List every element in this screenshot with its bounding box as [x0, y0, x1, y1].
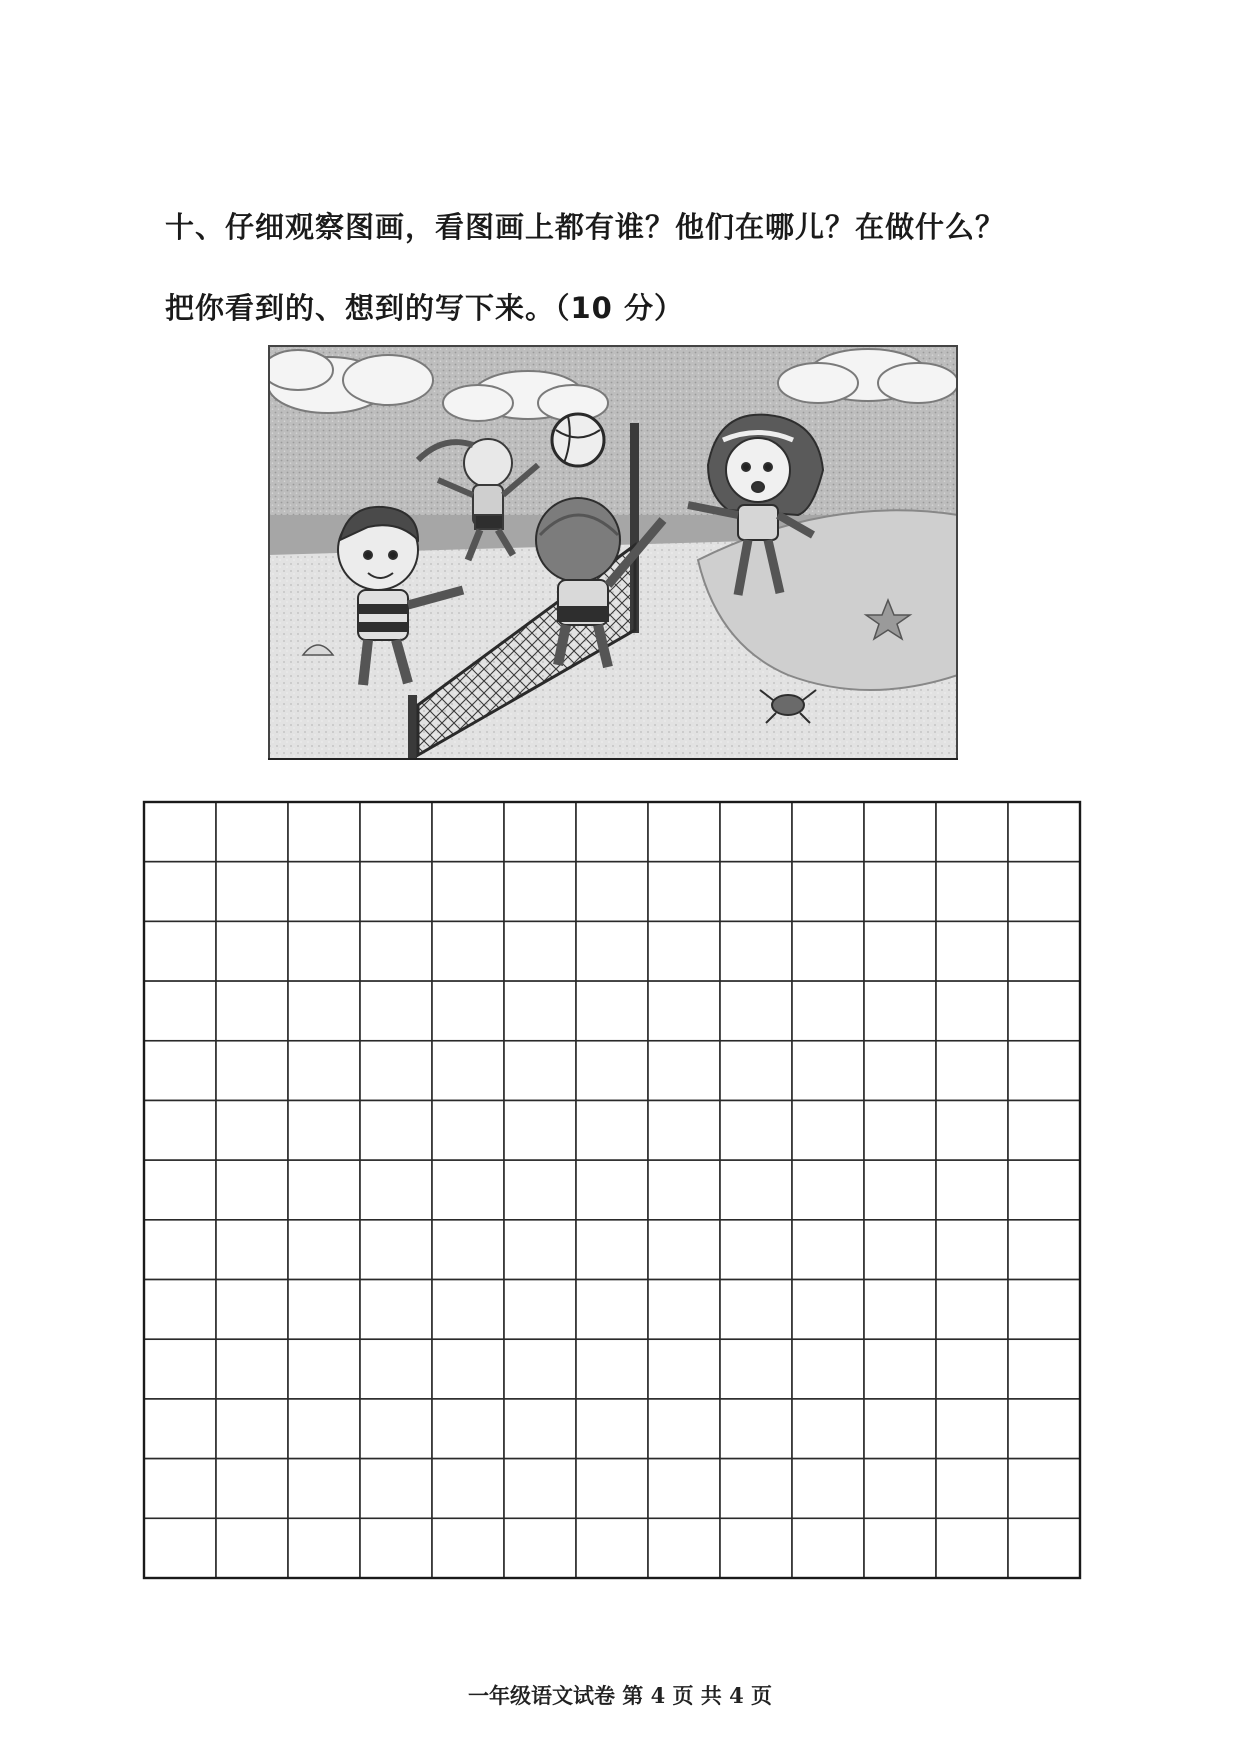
- grid-cell[interactable]: [144, 1399, 216, 1459]
- grid-cell[interactable]: [216, 1280, 288, 1340]
- grid-cell[interactable]: [576, 921, 648, 981]
- grid-cell[interactable]: [432, 1280, 504, 1340]
- grid-cell[interactable]: [432, 1399, 504, 1459]
- beach-volleyball-illustration: [268, 345, 958, 760]
- grid-cell[interactable]: [360, 1280, 432, 1340]
- grid-cell[interactable]: [360, 981, 432, 1041]
- grid-cell[interactable]: [792, 1518, 864, 1578]
- grid-cell[interactable]: [720, 1399, 792, 1459]
- grid-cell[interactable]: [864, 1399, 936, 1459]
- grid-cell[interactable]: [576, 862, 648, 922]
- grid-cell[interactable]: [720, 1160, 792, 1220]
- grid-cell[interactable]: [576, 802, 648, 862]
- grid-cell[interactable]: [144, 981, 216, 1041]
- grid-cell[interactable]: [576, 1459, 648, 1519]
- grid-cell[interactable]: [648, 921, 720, 981]
- grid-cell[interactable]: [720, 921, 792, 981]
- grid-cell[interactable]: [288, 1220, 360, 1280]
- grid-cell[interactable]: [504, 1339, 576, 1399]
- grid-cell[interactable]: [792, 921, 864, 981]
- grid-cell[interactable]: [720, 802, 792, 862]
- writing-grid[interactable]: [142, 800, 1082, 1580]
- grid-cell[interactable]: [864, 802, 936, 862]
- grid-cell[interactable]: [1008, 1220, 1080, 1280]
- grid-cell[interactable]: [360, 921, 432, 981]
- grid-cell[interactable]: [936, 802, 1008, 862]
- grid-cell[interactable]: [1008, 1041, 1080, 1101]
- grid-cell[interactable]: [360, 862, 432, 922]
- grid-cell[interactable]: [432, 1518, 504, 1578]
- grid-cell[interactable]: [288, 1339, 360, 1399]
- grid-cell[interactable]: [144, 802, 216, 862]
- net-post-front: [408, 695, 417, 760]
- grid-cell[interactable]: [792, 1339, 864, 1399]
- grid-cell[interactable]: [792, 1041, 864, 1101]
- grid-cell[interactable]: [576, 1220, 648, 1280]
- grid-cell[interactable]: [504, 862, 576, 922]
- grid-cell[interactable]: [936, 981, 1008, 1041]
- grid-cell[interactable]: [648, 1280, 720, 1340]
- grid-cell[interactable]: [432, 1100, 504, 1160]
- grid-cell[interactable]: [504, 1041, 576, 1101]
- grid-cell[interactable]: [144, 1339, 216, 1399]
- grid-cell[interactable]: [648, 1160, 720, 1220]
- grid-cell[interactable]: [216, 1160, 288, 1220]
- grid-cell[interactable]: [864, 862, 936, 922]
- grid-cell[interactable]: [936, 1518, 1008, 1578]
- grid-cell[interactable]: [216, 1100, 288, 1160]
- grid-cell[interactable]: [792, 862, 864, 922]
- grid-cell[interactable]: [1008, 1339, 1080, 1399]
- grid-cell[interactable]: [432, 862, 504, 922]
- grid-cell[interactable]: [144, 1518, 216, 1578]
- grid-cell[interactable]: [936, 1399, 1008, 1459]
- grid-cell[interactable]: [792, 802, 864, 862]
- grid-cell[interactable]: [648, 981, 720, 1041]
- grid-cell[interactable]: [288, 1518, 360, 1578]
- grid-cell[interactable]: [576, 1280, 648, 1340]
- grid-cell[interactable]: [864, 1339, 936, 1399]
- grid-cell[interactable]: [792, 1459, 864, 1519]
- grid-cell[interactable]: [288, 1399, 360, 1459]
- grid-cell[interactable]: [648, 1041, 720, 1101]
- grid-cell[interactable]: [216, 921, 288, 981]
- grid-cell[interactable]: [504, 1100, 576, 1160]
- grid-cell[interactable]: [576, 1160, 648, 1220]
- grid-cell[interactable]: [576, 1100, 648, 1160]
- grid-cell[interactable]: [648, 1100, 720, 1160]
- grid-cell[interactable]: [936, 1160, 1008, 1220]
- grid-cell[interactable]: [864, 1280, 936, 1340]
- grid-cell[interactable]: [936, 1220, 1008, 1280]
- grid-cell[interactable]: [504, 1220, 576, 1280]
- grid-cell[interactable]: [792, 981, 864, 1041]
- grid-cell[interactable]: [576, 1041, 648, 1101]
- grid-cell[interactable]: [360, 1220, 432, 1280]
- grid-cell[interactable]: [864, 981, 936, 1041]
- grid-cell[interactable]: [792, 1399, 864, 1459]
- grid-cell[interactable]: [648, 1459, 720, 1519]
- grid-cell[interactable]: [936, 862, 1008, 922]
- grid-cell[interactable]: [720, 1220, 792, 1280]
- grid-cell[interactable]: [936, 1339, 1008, 1399]
- grid-cell[interactable]: [1008, 862, 1080, 922]
- grid-cell[interactable]: [1008, 1399, 1080, 1459]
- grid-cell[interactable]: [216, 981, 288, 1041]
- grid-cell[interactable]: [360, 1399, 432, 1459]
- grid-cell[interactable]: [648, 802, 720, 862]
- grid-cell[interactable]: [360, 1459, 432, 1519]
- grid-cell[interactable]: [792, 1220, 864, 1280]
- grid-cell[interactable]: [720, 981, 792, 1041]
- grid-cell[interactable]: [216, 1220, 288, 1280]
- grid-cell[interactable]: [432, 1339, 504, 1399]
- grid-cell[interactable]: [288, 1459, 360, 1519]
- grid-cell[interactable]: [1008, 1459, 1080, 1519]
- grid-cell[interactable]: [144, 1100, 216, 1160]
- grid-cell[interactable]: [360, 1100, 432, 1160]
- grid-cell[interactable]: [576, 1339, 648, 1399]
- grid-cell[interactable]: [360, 1518, 432, 1578]
- grid-cell[interactable]: [288, 802, 360, 862]
- grid-cell[interactable]: [432, 1041, 504, 1101]
- grid-cell[interactable]: [936, 921, 1008, 981]
- grid-cell[interactable]: [576, 981, 648, 1041]
- grid-cell[interactable]: [288, 981, 360, 1041]
- grid-cell[interactable]: [720, 1280, 792, 1340]
- grid-cell[interactable]: [288, 1041, 360, 1101]
- grid-cell[interactable]: [720, 1518, 792, 1578]
- grid-cell[interactable]: [360, 1339, 432, 1399]
- grid-cell[interactable]: [288, 1160, 360, 1220]
- grid-cell[interactable]: [504, 1160, 576, 1220]
- grid-cell[interactable]: [432, 1160, 504, 1220]
- grid-cell[interactable]: [216, 1041, 288, 1101]
- grid-cell[interactable]: [144, 1220, 216, 1280]
- grid-cell[interactable]: [504, 1459, 576, 1519]
- grid-cell[interactable]: [432, 1220, 504, 1280]
- grid-cell[interactable]: [936, 1280, 1008, 1340]
- grid-cell[interactable]: [288, 1280, 360, 1340]
- question-prompt-line-2: 把你看到的、想到的写下来。（10 分）: [165, 291, 684, 325]
- grid-cell[interactable]: [792, 1280, 864, 1340]
- grid-cell[interactable]: [648, 862, 720, 922]
- grid-cell[interactable]: [720, 1459, 792, 1519]
- grid-cell[interactable]: [720, 1339, 792, 1399]
- grid-cell[interactable]: [216, 1518, 288, 1578]
- grid-cell[interactable]: [504, 921, 576, 981]
- page-footer: 一年级语文试卷 第 4 页 共 4 页: [467, 1683, 773, 1708]
- grid-cell[interactable]: [216, 1399, 288, 1459]
- grid-cell[interactable]: [432, 1459, 504, 1519]
- grid-cell[interactable]: [216, 862, 288, 922]
- grid-cell[interactable]: [936, 1100, 1008, 1160]
- grid-cell[interactable]: [504, 981, 576, 1041]
- grid-cell[interactable]: [144, 862, 216, 922]
- grid-cell[interactable]: [648, 1518, 720, 1578]
- grid-cell[interactable]: [1008, 1518, 1080, 1578]
- grid-cell[interactable]: [1008, 1100, 1080, 1160]
- grid-cell[interactable]: [648, 1220, 720, 1280]
- grid-cell[interactable]: [144, 1459, 216, 1519]
- grid-cell[interactable]: [648, 1399, 720, 1459]
- grid-cell[interactable]: [216, 1339, 288, 1399]
- grid-cell[interactable]: [432, 981, 504, 1041]
- grid-cell[interactable]: [864, 921, 936, 981]
- grid-cell[interactable]: [864, 1220, 936, 1280]
- grid-cell[interactable]: [1008, 802, 1080, 862]
- grid-cell[interactable]: [1008, 1280, 1080, 1340]
- grid-cell[interactable]: [216, 802, 288, 862]
- grid-cell[interactable]: [864, 1100, 936, 1160]
- grid-cell[interactable]: [1008, 981, 1080, 1041]
- grid-cell[interactable]: [576, 1399, 648, 1459]
- grid-cell[interactable]: [504, 1518, 576, 1578]
- grid-cell[interactable]: [144, 1160, 216, 1220]
- grid-cell[interactable]: [144, 1041, 216, 1101]
- grid-cell[interactable]: [1008, 921, 1080, 981]
- grid-cell[interactable]: [504, 802, 576, 862]
- grid-cell[interactable]: [288, 921, 360, 981]
- grid-cell[interactable]: [720, 1041, 792, 1101]
- grid-cell[interactable]: [360, 1041, 432, 1101]
- grid-cell[interactable]: [792, 1100, 864, 1160]
- grid-cell[interactable]: [1008, 1160, 1080, 1220]
- grid-cell[interactable]: [576, 1518, 648, 1578]
- question-prompt-line-1: 十、仔细观察图画，看图画上都有谁？他们在哪儿？在做什么？: [165, 210, 1006, 244]
- grid-cell[interactable]: [216, 1459, 288, 1519]
- grid-cell[interactable]: [864, 1459, 936, 1519]
- grid-cell[interactable]: [792, 1160, 864, 1220]
- grid-cell[interactable]: [936, 1459, 1008, 1519]
- grid-cell[interactable]: [432, 802, 504, 862]
- grid-cell[interactable]: [504, 1399, 576, 1459]
- grid-cell[interactable]: [864, 1041, 936, 1101]
- grid-cell[interactable]: [504, 1280, 576, 1340]
- grid-cell[interactable]: [360, 1160, 432, 1220]
- grid-cell[interactable]: [864, 1518, 936, 1578]
- grid-cell[interactable]: [360, 802, 432, 862]
- grid-cell[interactable]: [720, 862, 792, 922]
- volleyball: [552, 414, 604, 466]
- grid-cell[interactable]: [864, 1160, 936, 1220]
- grid-cell[interactable]: [288, 862, 360, 922]
- grid-cell[interactable]: [288, 1100, 360, 1160]
- grid-cell[interactable]: [144, 921, 216, 981]
- grid-cell[interactable]: [648, 1339, 720, 1399]
- grid-cell[interactable]: [144, 1280, 216, 1340]
- grid-cell[interactable]: [432, 921, 504, 981]
- grid-cell[interactable]: [936, 1041, 1008, 1101]
- grid-cell[interactable]: [720, 1100, 792, 1160]
